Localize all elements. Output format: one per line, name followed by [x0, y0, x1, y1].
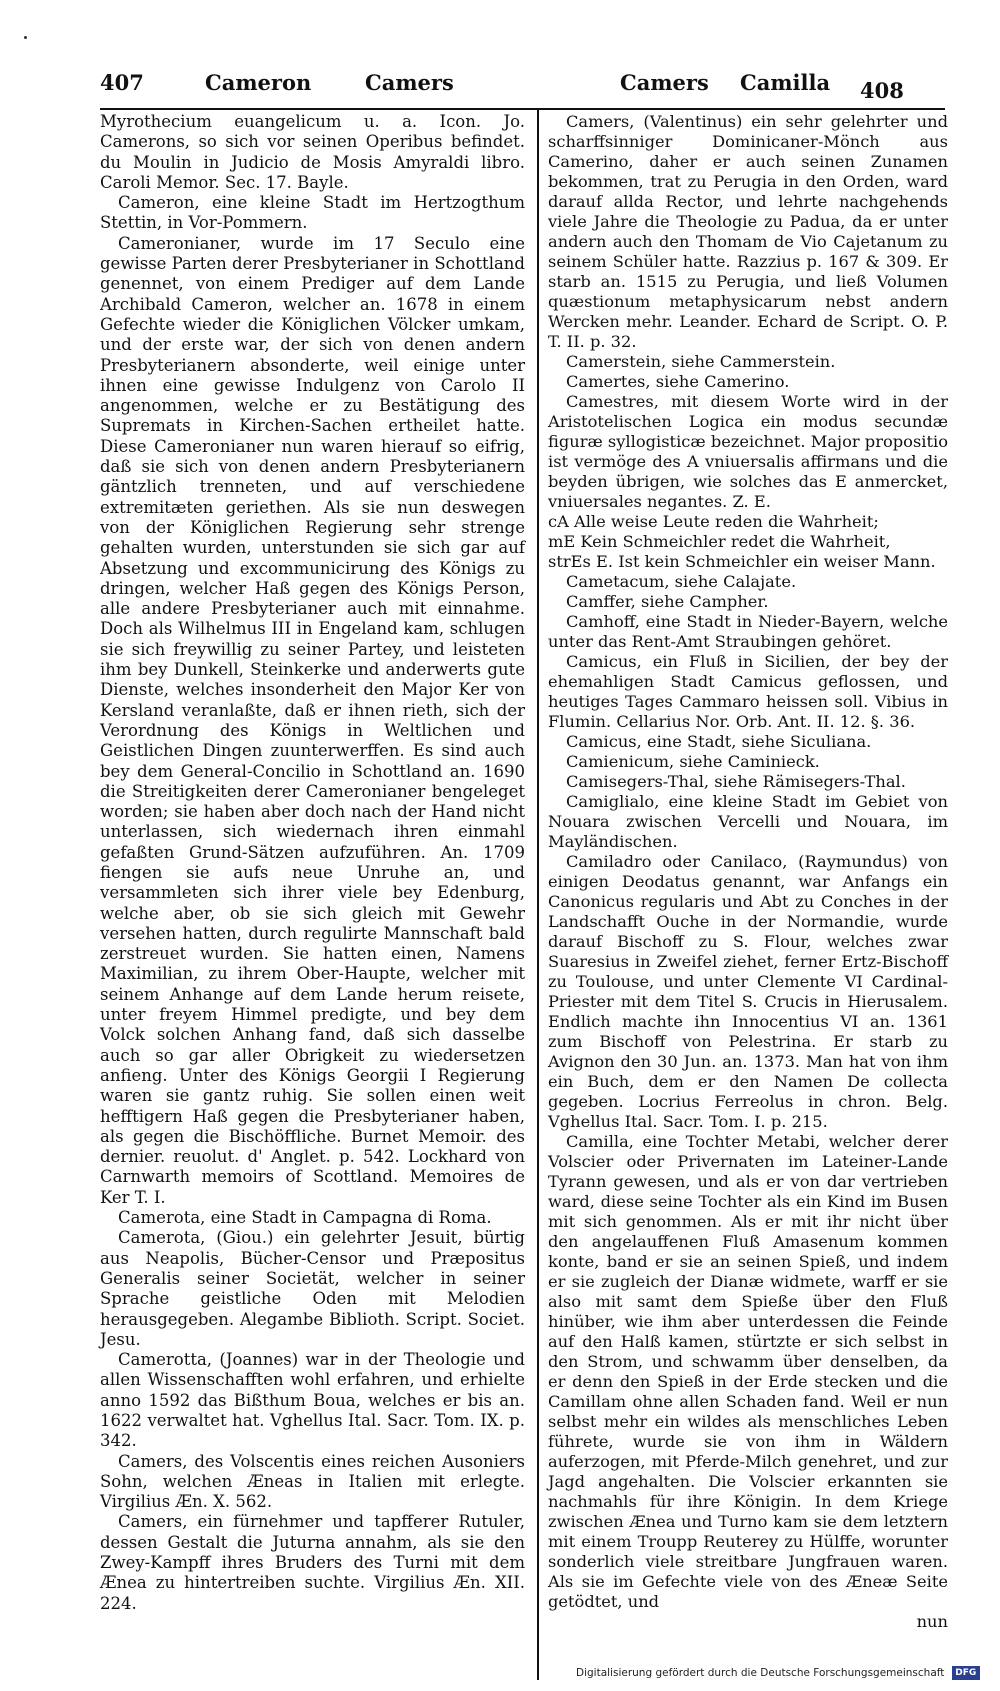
- left-column: [100, 112, 525, 1614]
- running-head-left-first: Cameron: [205, 70, 312, 95]
- entry-paragraph: Camerota, eine Stadt in Campagna di Roma.: [118, 1208, 492, 1228]
- syllogism-line: cA Alle weise Leute reden die Wahrheit;: [548, 512, 879, 531]
- entry-paragraph: Camhoff, eine Stadt in Nieder-Bayern, welche unter das Rent-Amt Straubingen gehöret.: [548, 612, 948, 651]
- entry-paragraph: Camilla, eine Tochter Metabi, welcher derer Volscier oder Privernaten im Lateiner-Lande Tyrann gewesen, und als er von dar vertrieben ward, diese seine Tochter als ein Kind im Busen mit sich genommen. Als er mit ihr nicht über den angelauffenen Fluß Amasenum kommen konte, band er sie an seinen Spieß, und indem er sie zugleich der Dianæ widmete, warff er sie also mit samt dem Spieße über den Fluß hinüber, wie ihm aber unterdessen die Feinde auf den Halß kamen, stürtzte er sich selbst in den Strom, und schwamm über denselben, da er denn den Spieß in der Erde stecken und die Camillam ohne allen Schaden fand. Weil er nun selbst mehr ein wildes als menschliches Leben führete, wurde sie von ihm in Wäldern auferzogen, mit Pferde-Milch genehret, und zur Jagd angehalten. Die Volscier erkannten sie nachmahls für ihre Königin. In dem Kriege zwischen Ænea und Turno kam sie dem letztern mit einem Troupp Reuterey zu Hülffe, worunter sonderlich viele streitbare Jungfrauen waren. Als sie im Gefechte viele von des Æneæ Seite getödtet, und: [548, 1132, 948, 1611]
- running-head-left-last: Camers: [365, 70, 454, 95]
- entry-paragraph: Camerotta, (Joannes) war in der Theologie und allen Wissenschafften wohl erfahren, und erhielte anno 1592 das Bißthum Boua, welches er bis an. 1622 verwaltet hat. Vghellus Ital. Sacr. Tom. IX. p. 342.: [100, 1350, 525, 1451]
- catchword: nun: [916, 1612, 948, 1631]
- header-rule: [100, 108, 945, 110]
- right-column: [548, 112, 948, 1632]
- page-header: [100, 70, 945, 110]
- entry-paragraph: Camicus, ein Fluß in Sicilien, der bey der ehemahligen Stadt Camicus geflossen, und heutiges Tages Cammaro heissen soll. Vibius in Flumin. Cellarius Nor. Orb. Ant. II. 12. §. 36.: [548, 652, 948, 731]
- entry-paragraph: Camiladro oder Canilaco, (Raymundus) von einigen Deodatus genannt, war Anfangs ein Canonicus regularis und Abt zu Conches in der Landschafft Ouche in der Normandie, wurde darauf Bischoff zu S. Flour, welches zwar Suaresius in Zweifel ziehet, ferner Ertz-Bischoff zu Toulouse, und unter Clemente VI Cardinal-Priester mit dem Titel S. Crucis in Hierusalem. Endlich machte ihn Innocentius VI an. 1361 zum Bischoff von Pelestrina. Er starb zu Avignon den 30 Jun. an. 1373. Man hat von ihm ein Buch, dem er den Namen De collecta gegeben. Locrius Ferreolus in chron. Belg. Vghellus Ital. Sacr. Tom. I. p. 215.: [548, 852, 948, 1131]
- running-head-right-last: Camilla: [740, 70, 831, 95]
- entry-paragraph: Camerota, (Giou.) ein gelehrter Jesuit, bürtig aus Neapolis, Bücher-Censor und Præpositus Generalis seiner Societät, welcher in seiner Sprache geistliche Oden mit Melodien herausgegeben. Alegambe Biblioth. Script. Societ. Jesu.: [100, 1228, 525, 1349]
- running-head-right-first: Camers: [620, 70, 709, 95]
- entry-paragraph: Camers, ein fürnehmer und tapfferer Rutuler, dessen Gestalt die Juturna annahm, als sie den Zwey-Kampff ihres Bruders des Turni mit dem Ænea zu hintertreiben suchte. Virgilius Æn. XII. 224.: [100, 1512, 525, 1613]
- scan-speck: [24, 36, 27, 39]
- entry-paragraph: Camerstein, siehe Cammerstein.: [566, 352, 836, 371]
- entry-paragraph: Camers, des Volscentis eines reichen Ausoniers Sohn, welchen Æneas in Italien mit erlegte. Virgilius Æn. X. 562.: [100, 1451, 525, 1512]
- entry-paragraph: Camisegers-Thal, siehe Rämisegers-Thal.: [566, 772, 906, 791]
- entry-paragraph: Camertes, siehe Camerino.: [566, 372, 790, 391]
- entry-paragraph: Cameron, eine kleine Stadt im Hertzogthum Stettin, in Vor-Pommern.: [100, 193, 525, 233]
- entry-paragraph: Camestres, mit diesem Worte wird in der Aristotelischen Logica ein modus secundæ figuræ syllogisticæ bezeichnet. Major propositio ist vermöge des A vniuersalis affirmans und die beyden übrigen, wie solches das E anmercket, vniuersales negantes. Z. E.: [548, 392, 948, 511]
- page-number-right: 408: [860, 78, 904, 103]
- digitization-footer: [576, 1666, 996, 1686]
- funding-notice: Digitalisierung gefördert durch die Deutsche Forschungsgemeinschaft: [576, 1667, 945, 1679]
- syllogism-line: mE Kein Schmeichler redet die Wahrheit,: [548, 532, 891, 551]
- entry-paragraph: Camienicum, siehe Caminieck.: [566, 752, 820, 771]
- column-divider: [537, 110, 539, 1680]
- entry-paragraph: Camers, (Valentinus) ein sehr gelehrter und scharffsinniger Dominicaner-Mönch aus Camerino, daher er auch seinen Zunamen bekommen, trat zu Perugia in den Orden, ward darauf allda Rector, und lehrte nachgehends viele Jahre die Theologie zu Padua, da er unter andern auch den Thomam de Vio Cajetanum zu seinem Schüler hatte. Razzius p. 167 & 309. Er starb an. 1515 zu Perugia, und ließ Volumen quæstionum metaphysicarum nebst andern Wercken mehr. Leander. Echard de Script. O. P. T. II. p. 32.: [548, 112, 948, 351]
- entry-paragraph: Myrothecium euangelicum u. a. Icon. Jo. Camerons, so sich vor seinen Operibus befindet. du Moulin in Judicio de Mosis Amyraldi libro. Caroli Memor. Sec. 17. Bayle.: [100, 112, 525, 192]
- entry-paragraph: Camffer, siehe Campher.: [566, 592, 769, 611]
- syllogism-line: strEs E. Ist kein Schmeichler ein weiser Mann.: [548, 552, 936, 571]
- entry-paragraph: Camiglialo, eine kleine Stadt im Gebiet von Nouara zwischen Vercelli und Nouara, im Mayländischen.: [548, 792, 948, 851]
- entry-paragraph: Camicus, eine Stadt, siehe Siculiana.: [566, 732, 872, 751]
- entry-paragraph: Cameronianer, wurde im 17 Seculo eine gewisse Parten derer Presbyterianer in Schottland genennet, von einem Prediger auf dem Lande Archibald Cameron, welcher an. 1678 in einem Gefechte wieder die Königlichen Völcker umkam, und der erste war, der sich von denen andern Presbyterianern absonderte, weil einige unter ihnen eine gewisse Indulgenz von Carolo II angenommen, welche er zu Bestätigung des Supremats in Kirchen-Sachen ertheilet hatte. Diese Cameronianer nun waren hierauf so eifrig, daß sie sich von denen andern Presbyterianern gäntzlich trenneten, und auf verschiedene extremitæten geriethen. Als sie nun deswegen von der Königlichen Regierung sehr strenge gehalten wurden, unterstunden sie sich gar auf Absetzung und excommunicirung des Königs zu dringen, welcher Haß gegen des Königs Person, alle andere Presbyterianer auch mit einnahme. Doch als Wilhelmus III in Engeland kam, schlugen sie sich freywillig zu seiner Partey, und leisteten ihm bey Dunkell, Steinkerke und anderwerts gute Dienste, welches insonderheit den Major Ker von Kersland veranlaßte, daß er ihnen rieth, sich der Verordnung des Königs in Weltlichen und Geistlichen Dingen zuunterwerffen. Es sind auch bey dem General-Concilio in Schottland an. 1690 die Streitigkeiten derer Cameronianer bengeleget worden; sie haben aber doch nach der Hand nicht unterlassen, sich wiedernach ihren einmahl gefaßten Grund-Sätzen aufzuführen. An. 1709 fiengen sie aufs neue Unruhe an, und versammleten sich ihrer viele bey Edenburg, welche aber, ob sie sich gleich mit Gewehr versehen hatten, durch regulirte Mannschaft bald zerstreuet wurden. Sie hatten einen, Namens Maximilian, zu ihrem Ober-Haupte, welcher mit seinem Anhange auf dem Lande herum reisete, unter freyem Himmel predigte, und bey dem Volck solchen Anhang fand, daß sich dasselbe auch so gar aller Obrigkeit zu wiedersetzen anfieng. Unter des Königs Georgii I Regierung waren sie gantz ruhig. Sie sollen einen weit hefftigern Haß gegen die Presbyterianer haben, als gegen die Bischöffliche. Burnet Memoir. des dernier. reuolut. d' Anglet. p. 542. Lockhard von Carnwarth memoirs of Scottland. Memoires de Ker T. I.: [100, 233, 525, 1207]
- dfg-logo: DFG: [952, 1666, 980, 1680]
- entry-paragraph: Cametacum, siehe Calajate.: [566, 572, 797, 591]
- page-number-left: 407: [100, 70, 144, 95]
